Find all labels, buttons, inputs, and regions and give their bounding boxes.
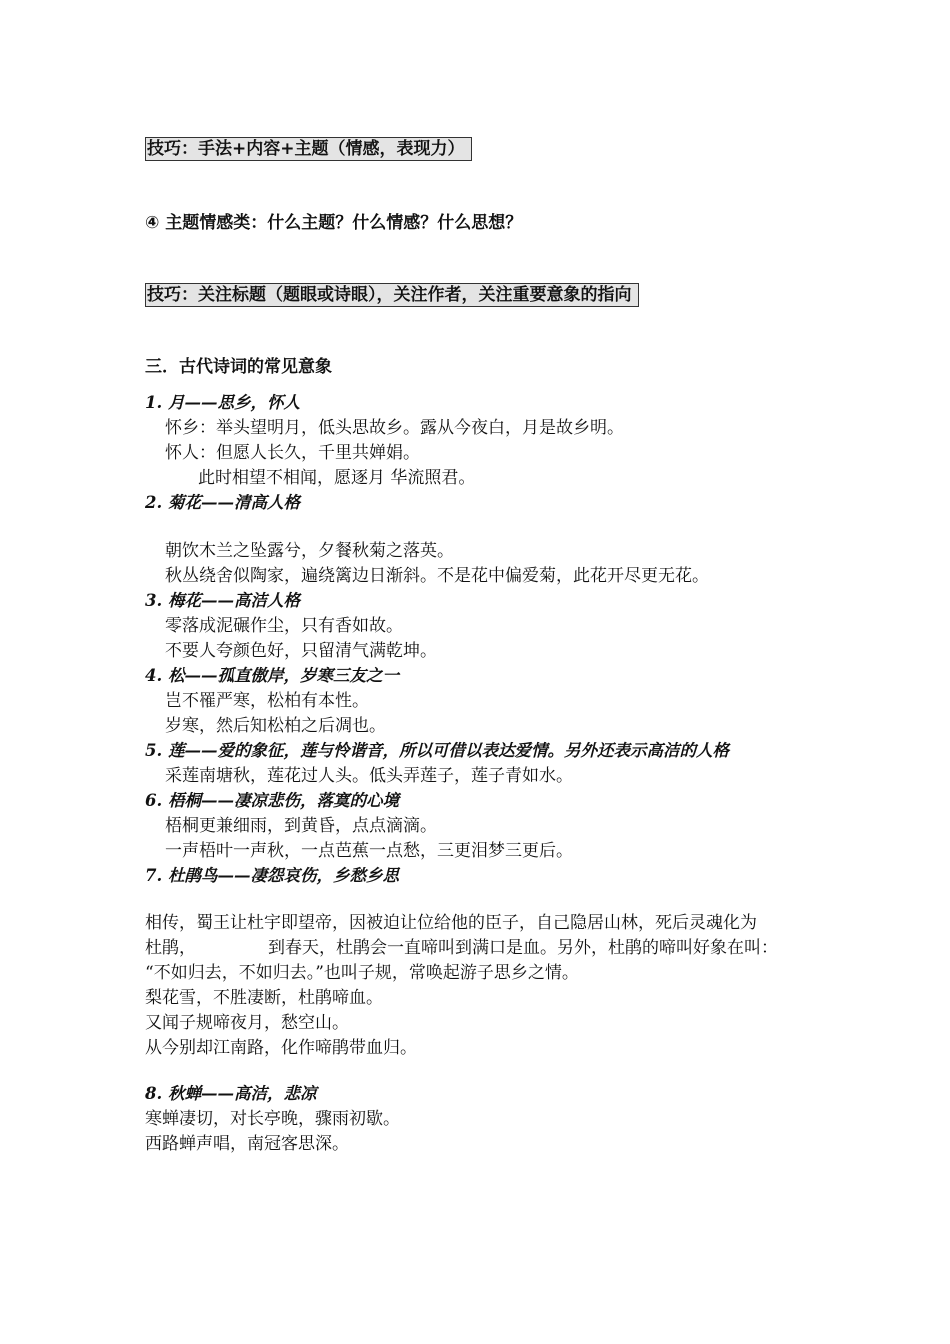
item-line: 寒蝉凄切，对长亭晚，骤雨初歇。 <box>145 1109 400 1129</box>
item-line: 又闻子规啼夜月，愁空山。 <box>145 1013 349 1033</box>
item-title-moon: 1. 月——思乡，怀人 <box>145 393 300 412</box>
question-theme-emotion: ④ 主题情感类：什么主题？什么情感？什么思想？ <box>145 213 523 233</box>
item-title-autumn-cicada: 8. 秋蝉——高洁，悲凉 <box>145 1084 317 1103</box>
item-line: 怀人：但愿人长久，千里共婵娟。 <box>165 443 420 463</box>
item-line: 采莲南塘秋，莲花过人头。低头弄莲子，莲子青如水。 <box>165 766 573 786</box>
tip-line-2 <box>145 284 639 306</box>
tip-line-1 <box>145 138 472 160</box>
tip-box-1: 技巧：手法+内容+主题（情感，表现力） <box>145 137 472 161</box>
item-title-parasol-tree: 6. 梧桐——凄凉悲伤，落寞的心境 <box>145 791 399 810</box>
section-title: 三．古代诗词的常见意象 <box>145 357 332 377</box>
item-line: 到春天，杜鹃会一直啼叫到满口是血。另外，杜鹃的啼叫好象在叫： <box>268 938 778 958</box>
item-line: 梧桐更兼细雨，到黄昏，点点滴滴。 <box>165 816 437 836</box>
item-line: 秋丛绕舍似陶家，遍绕篱边日渐斜。不是花中偏爱菊，此花开尽更无花。 <box>165 566 709 586</box>
item-line: 岂不罹严寒，松柏有本性。 <box>165 691 369 711</box>
item-title-plum-blossom: 3. 梅花——高洁人格 <box>145 591 300 610</box>
item-line: 怀乡：举头望明月，低头思故乡。露从今夜白，月是故乡明。 <box>165 418 624 438</box>
item-line: 朝饮木兰之坠露兮，夕餐秋菊之落英。 <box>165 541 454 561</box>
item-line: “不如归去，不如归去。”也叫子规，常唤起游子思乡之情。 <box>145 963 579 983</box>
item-title-pine: 4. 松——孤直傲岸，岁寒三友之一 <box>145 666 399 685</box>
item-line: 岁寒，然后知松柏之后凋也。 <box>165 716 386 736</box>
item-line: 梨花雪，不胜凄断，杜鹃啼血。 <box>145 988 383 1008</box>
item-title-chrysanthemum: 2. 菊花——清高人格 <box>145 493 300 512</box>
tip-box-2: 技巧：关注标题（题眼或诗眼），关注作者，关注重要意象的指向 <box>145 283 639 307</box>
item-title-lotus: 5. 莲——爱的象征，莲与怜谐音，所以可借以表达爱情。另外还表示高洁的人格 <box>145 741 729 760</box>
item-line: 从今别却江南路，化作啼鹃带血归。 <box>145 1038 417 1058</box>
item-line: 不要人夸颜色好，只留清气满乾坤。 <box>165 641 437 661</box>
item-title-cuckoo: 7. 杜鹃鸟——凄怨哀伤，乡愁乡思 <box>145 866 399 885</box>
item-line: 相传，蜀王让杜宇即望帝，因被迫让位给他的臣子，自己隐居山林，死后灵魂化为 <box>145 913 757 933</box>
item-line: 一声梧叶一声秋，一点芭蕉一点愁，三更泪梦三更后。 <box>165 841 573 861</box>
item-line: 零落成泥碾作尘，只有香如故。 <box>165 616 403 636</box>
item-line: 此时相望不相闻，愿逐月 华流照君。 <box>198 468 476 488</box>
item-line: 杜鹃， <box>145 938 196 958</box>
item-line: 西路蝉声唱，南冠客思深。 <box>145 1134 349 1154</box>
